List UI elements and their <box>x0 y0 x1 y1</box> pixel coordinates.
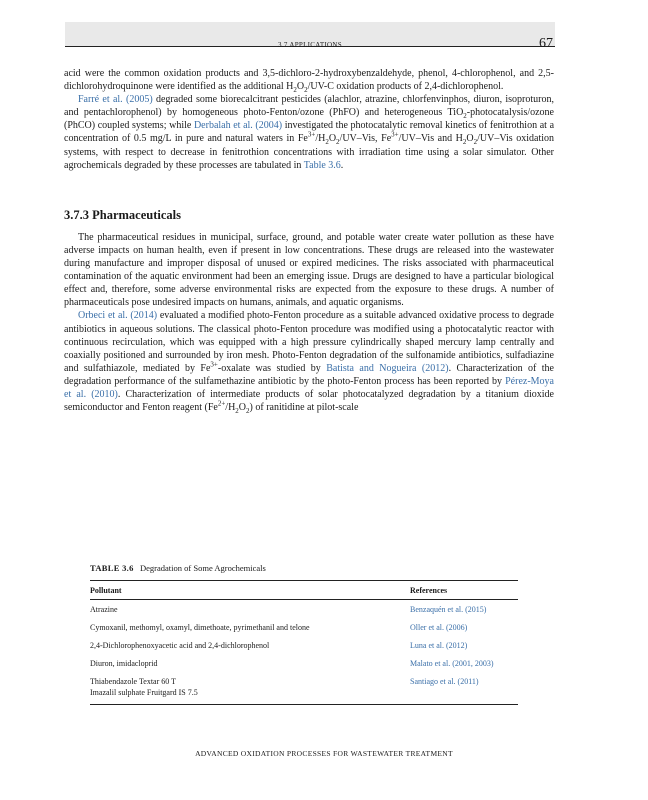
pollutant-cell: Diuron, imidacloprid <box>90 659 158 668</box>
body-text <box>64 67 554 414</box>
citation-link[interactable]: Derbalah et al. (2004) <box>193 120 283 132</box>
paragraph-4: Orbeci et al. (2014) evaluated a modified photo-Fenton procedure as a suitable advanced oxidative process to degrade antibiotics in aqueous solutions. The classical photo-Fenton procedure was modified using a photocatalytic reactor with continuous recirculation, which was equipped with a high pressure cylindrically shaped mercury lamp centrally and coaxially positioned and surrounded by iron mesh. Photo-Fenton degradation of the sulfonamide antibiotics, sulfadiazine and sulfathiazole, mediated by $Fe^{3+}$-oxalate was studied by Batista and Nogueira (2012). Characterization of the degradation performance of the sulfamethazine antibiotic by the photo-Fenton process has been reported by Pérez-Moya et al. (2010). Characterization of intermediate products of solar photocatalyzed degradation by a titanium dioxide semiconductor and Fenton reagent $(Fe^{2+}/H_2O_2)$ of ranitidine at pilot-scale <box>64 310 555 416</box>
reference-link[interactable]: Malato et al. (2001, 2003) <box>410 659 494 668</box>
table-row <box>90 600 518 619</box>
running-header <box>65 22 555 51</box>
citation-link[interactable]: Pérez-Moya et al. (2010) <box>64 375 554 400</box>
table-title: Degradation of Some Agrochemicals <box>140 563 266 573</box>
reference-link[interactable]: Benzaquén et al. (2015) <box>410 605 487 614</box>
table-row <box>90 636 518 654</box>
pollutant-line: Imazalil sulphate Fruitgard IS 7.5 <box>90 688 198 697</box>
table-row <box>90 672 518 705</box>
agrochemicals-table <box>90 563 518 705</box>
page-number: 67 <box>539 36 553 51</box>
table-label: TABLE 3.6 <box>90 563 134 573</box>
column-header-pollutant: Pollutant <box>90 581 410 600</box>
paragraph-1: acid were the common oxidation products and 3,5-dichloro-2-hydroxybenzaldehyde, phenol, 4-chlorophenol, and 2,5-dichlorohydroquinone were identified as the additional $H_2O_2/UV-C$ oxidation products of 2,4-dichlorophenol. <box>64 68 554 95</box>
pollutant-cell: Cymoxanil, methomyl, oxamyl, dimethoate, pyrimethanil and telone <box>90 623 310 632</box>
table-caption <box>90 563 518 573</box>
pollutant-line: Thiabendazole Textar 60 T <box>90 677 176 686</box>
citation-link[interactable]: Batista and Nogueira (2012) <box>326 362 449 374</box>
table-row <box>90 654 518 672</box>
reference-link[interactable]: Santiago et al. (2011) <box>410 677 479 686</box>
pollutant-cell <box>90 672 410 705</box>
column-header-references: References <box>410 581 518 600</box>
paragraph-2: Farré et al. (2005) degraded some biorecalcitrant pesticides (alachlor, atrazine, chlorfenvinphos, diuron, isoproturon, and pentachlorophenol) by homogeneous photo-Fenton/ozone (PhFO) and heterogeneous TiO$_2$-photocatalysis/ozone (PhCO) coupled systems; while Derbalah et al. (2004) investigated the photocatalytic removal kinetics of fenitrothion at a concentration of 0.5 mg/L in pure and natural waters in $Fe^{3+}/H_2O_2/UV$–Vis, $Fe^{3+}/UV$–Vis and $H_2O_2/UV$–Vis oxidation systems, with respect to decrease in fenitrothion concentrations with irradiation time using a solar simulator. Other agrochemicals degraded by these processes are tabulated in Table 3.6. <box>64 94 555 171</box>
running-footer: ADVANCED OXIDATION PROCESSES FOR WASTEWATER TREATMENT <box>195 749 453 758</box>
section-heading: 3.7.3 Pharmaceuticals <box>64 207 181 222</box>
running-header-section: 3.7 APPLICATIONS <box>278 41 342 49</box>
reference-link[interactable]: Oller et al. (2006) <box>410 623 468 632</box>
citation-link[interactable]: Orbeci et al. (2014) <box>78 310 158 322</box>
reference-link[interactable]: Luna et al. (2012) <box>410 641 468 650</box>
pollutant-cell: 2,4-Dichlorophenoxyacetic acid and 2,4-dichlorophenol <box>90 641 270 650</box>
table-reference-link[interactable]: Table 3.6 <box>303 159 341 171</box>
pollutant-cell: Atrazine <box>90 605 118 614</box>
table-header-row <box>90 581 518 600</box>
table-row <box>90 618 518 636</box>
table <box>90 580 518 705</box>
paragraph-3: The pharmaceutical residues in municipal, surface, ground, and potable water create water pollution as these have adverse impacts on human health, even if present in low concentrations. These drugs are released into the wastewater during manufacture and improper disposal of unused or expired medicines. The risks associated with pharmaceutical contamination of the aquatic environment had been an emerging issue. Drugs are designed to have a particular biological effect and, therefore, some adverse environmental risks are expected from the exposure to these drugs. A number of pharmaceuticals pose undesired impacts on humans, animals, and aquatic organisms. <box>64 231 554 309</box>
citation-link[interactable]: Farré et al. (2005) <box>78 94 153 106</box>
